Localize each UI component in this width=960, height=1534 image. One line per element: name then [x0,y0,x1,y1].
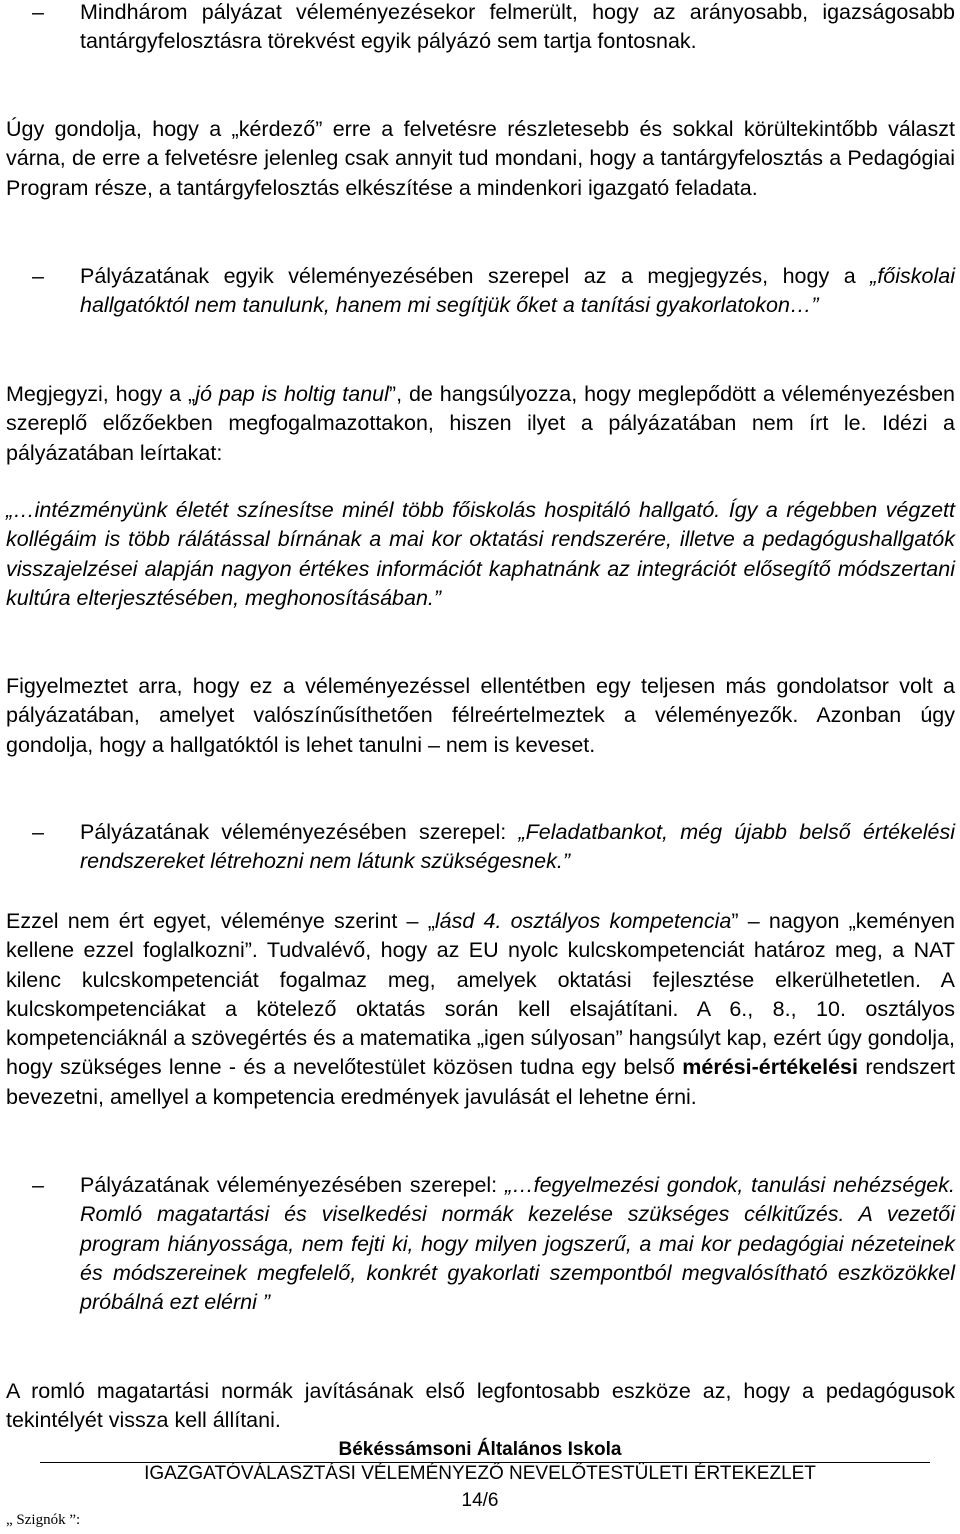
paragraph-text: ” – nagyon „keményen kellene ezzel foglalkozni”. Tudvalévő, hogy az EU nyolc kulcskompetenciát határoz meg, a NAT kilenc kulcskompetenciát fogalmaz meg, amelyek oktatási fejlesztése elkerülhetetlen. A kulcskompetenciákat a kötelező oktatás során kell elsajátítani. A 6., 8., 10. osztályos kompetenciáknál a szövegértés és a matematika „igen súlyosan” hangsúlyt kap, ezért úgy gondolja, hogy szükséges lenne - és a nevelőtestület közösen tudna egy belső [6,909,955,1080]
bullet-item [6,0,955,57]
paragraph [6,380,955,468]
dash-bullet: – [32,0,44,24]
dash-bullet: – [32,264,44,288]
bullet-text-plain: Pályázatának egyik véleményezésében szerepel az a megjegyzés, hogy a [80,264,871,288]
signature-label: „ Szignók ”: [6,1512,81,1528]
reference: lásd 4. osztályos kompetencia [434,909,732,933]
dash-bullet: – [32,1173,44,1197]
bullet-text-plain: Pályázatának véleményezésében szerepel: [80,820,519,844]
footer-school-name: Békéssámsoni Általános Iskola [338,1439,622,1460]
emphasis: mérési-értékelési [682,1055,858,1080]
paragraph-text: ”, de hangsúlyozza, hogy meglepődött a véleményezésben szereplő előzőekben megfogalmazottakon, hiszen ilyet a pályázatában nem írt le. Idézi a pályázatában leírtakat: [6,382,955,465]
bullet-item [6,1171,955,1317]
paragraph-text: Ezzel nem ért egyet, véleménye szerint – „ [6,909,435,933]
paragraph-text: rendszert bevezetni, amellyel a kompetencia eredmények javulását el lehetne érni. [6,1055,955,1109]
bullet-item [6,818,955,877]
bullet-text-plain: Pályázatának véleményezésében szerepel: [80,1173,505,1197]
paragraph-text: Megjegyzi, hogy a „ [6,382,196,406]
footer-meeting-title: IGAZGATÓVÁLASZTÁSI VÉLEMÉNYEZŐ NEVELŐTESTÜLETI ÉRTEKEZLET [144,1463,816,1484]
bullet-quote: „főiskolai hallgatóktól nem tanulunk, hanem mi segítjük őket a tanítási gyakorlatokon…” [80,264,955,318]
paragraph [6,907,955,1112]
bullet-quote: „Feladatbankot, még újabb belső értékelési rendszereket létrehozni nem látunk szükségesnek.” [80,820,955,874]
paragraph: A romló magatartási normák javításának első legfontosabb eszköze az, hogy a pedagógusok tekintélyét vissza kell állítani. [6,1379,955,1433]
dash-bullet: – [32,820,44,844]
paragraph: Úgy gondolja, hogy a „kérdező” erre a felvetésre részletesebb és sokkal körültekintőbb választ várna, de erre a felvetésre jelenleg csak annyit tud mondani, hogy a tantárgyfelosztás a Pedagógiai Program része, a tantárgyfelosztás elkészítése a mindenkori igazgató feladata. [6,117,955,200]
bullet-text [80,262,955,321]
bullet-quote: „…fegyelmezési gondok, tanulási nehézségek. Romló magatartási és viselkedési normák kezelése szükséges célkitűzés. A vezetői program hiányossága, nem fejti ki, hogy milyen jogszerű, a mai kor pedagógiai nézeteinek és módszereinek megfelelő, konkrét gyakorlati szempontból megvalósítható eszközökkel próbálná ezt elérni ” [80,1173,955,1315]
page-number: 14/6 [461,1490,499,1511]
bullet-item [6,262,955,321]
bullet-text [80,818,955,877]
proverb: jó pap is holtig tanul [195,382,389,406]
bullet-text [80,1171,955,1317]
bullet-text: Mindhárom pályázat véleményezésekor felmerült, hogy az arányosabb, igazságosabb tantárgyfelosztásra törekvést egyik pályázó sem tartja fontosnak. [80,0,955,54]
quoted-passage: „…intézményünk életét színesítse minél több főiskolás hospitáló hallgató. Így a régebben végzett kollégáim is több rálátással bírnának a mai kor oktatási rendszerére, illetve a pedagógushallgatók visszajelzései alapján nagyon értékes információt kaphatnánk az integrációt elősegítő módszertani kultúra elterjesztésében, meghonosításában.” [6,498,955,610]
paragraph: Figyelmeztet arra, hogy ez a véleményezéssel ellentétben egy teljesen más gondolatsor volt a pályázatában, amelyet valószínűsíthetően félreértelmeztek a véleményezők. Azonban úgy gondolja, hogy a hallgatóktól is lehet tanulni – nem is keveset. [6,674,955,757]
